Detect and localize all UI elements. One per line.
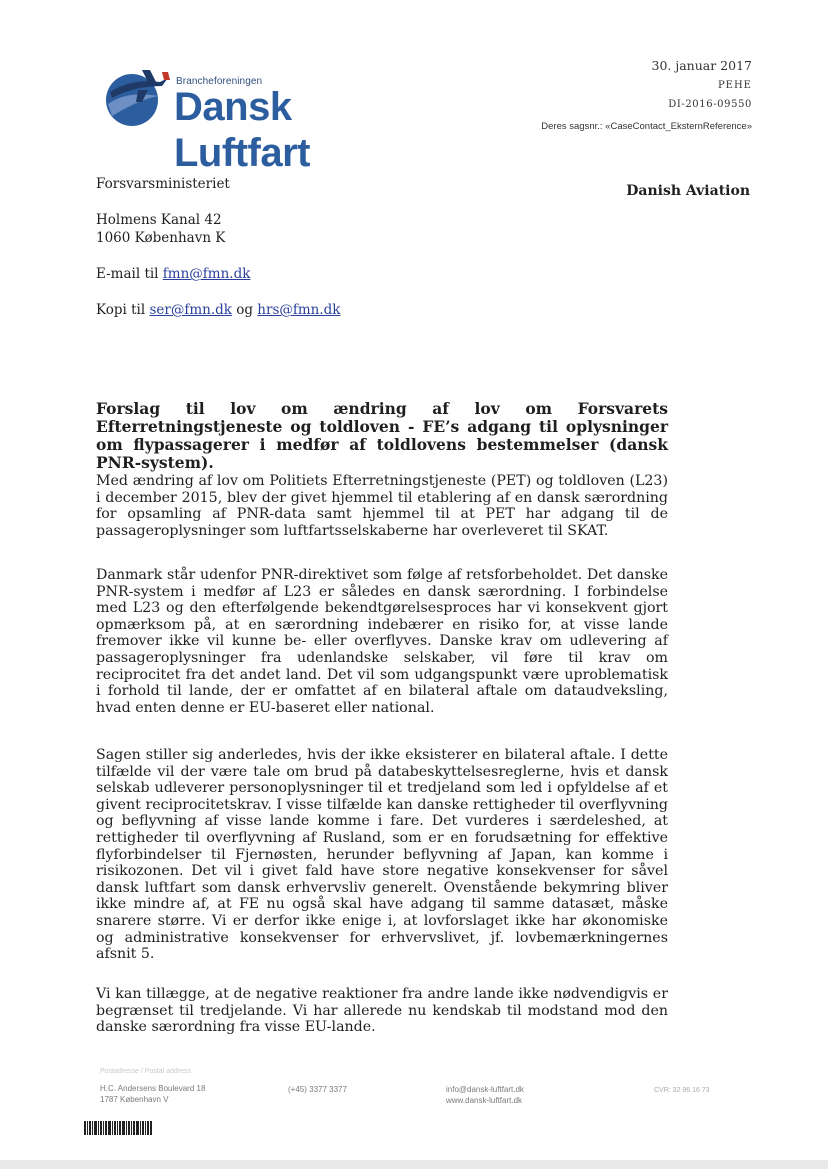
recipient-city: 1060 København K xyxy=(96,230,226,246)
footer-address xyxy=(100,1084,205,1105)
letter-date: 30. januar 2017 xyxy=(651,58,752,73)
recipient-street: Holmens Kanal 42 xyxy=(96,212,222,228)
footer-address-line: 1787 København V xyxy=(100,1094,169,1104)
email-line xyxy=(96,265,250,283)
footer-cvr: CVR: 32 96 16 73 xyxy=(654,1087,710,1094)
body-paragraph: Danmark står udenfor PNR-direktivet som følge af retsforbeholdet. Det danske PNR-system i medfør af L23 er således en dansk særordning. I forbindelse med L23 og den efterfølgende bekendtgørelsesproces har vi konsekvent gjort opmærksom på, at en særordning indebærer en risiko for, at visse lande fremover ikke vil kunne be- eller overflyves. Danske krav om udlevering af passageroplysninger fra udenlandske selskaber, vil føre til krav om reciprocitet fra det andet land. Det vil som udgangspunkt være uproblematisk i forhold til lande, der er omfattet af en bilateral aftale om dataudveksling, hvad enten denne er EU-baseret eller national. xyxy=(96,567,668,716)
footer-phone: (+45) 3377 3377 xyxy=(288,1085,347,1094)
barcode-icon xyxy=(84,1121,152,1135)
copy-email-link-2[interactable]: hrs@fmn.dk xyxy=(257,302,341,318)
body-paragraph: Vi kan tillægge, at de negative reaktioner fra andre lande ikke nødvendigvis er begrænset til tredjelande. Vi har allerede nu kendskab til modstand mod den danske særordning fra visse EU-lande. xyxy=(96,986,668,1036)
footer-address-line: H.C. Andersens Boulevard 18 xyxy=(100,1084,206,1093)
letter-subject: Forslag til lov om ændring af lov om Forsvarets Efterretningstjeneste og toldloven - FE’s adgang til oplysninger om flypassagerer i medfør af toldlovens bestemmelser (dansk PNR-system). xyxy=(96,399,668,472)
footer-email: info@dansk-luftfart.dk xyxy=(446,1085,524,1094)
email-prefix: E-mail til xyxy=(96,266,163,282)
case-number: Deres sagsnr.: «CaseContact_EksternReference» xyxy=(541,121,752,132)
sender-name: Danish Aviation xyxy=(626,183,750,199)
author-initials: PEHE xyxy=(717,80,752,91)
dansk-luftfart-logo xyxy=(98,60,438,175)
copy-prefix: Kopi til xyxy=(96,302,150,318)
copy-and: og xyxy=(231,302,258,318)
page-bottom-edge xyxy=(0,1160,828,1169)
footer-website: www.dansk-luftfart.dk xyxy=(446,1095,523,1105)
reference-number: DI-2016-09550 xyxy=(668,99,752,110)
logo-small-text: Brancheforeningen xyxy=(176,76,263,87)
footer-contact xyxy=(446,1085,524,1106)
airplane-globe-icon xyxy=(98,60,178,130)
email-link[interactable]: fmn@fmn.dk xyxy=(162,266,251,282)
copy-line xyxy=(96,301,340,319)
body-paragraph: Med ændring af lov om Politiets Efterretningstjeneste (PET) og toldloven (L23) i december 2015, blev der givet hjemmel til etablering af en dansk særordning for opsamling af PNR-data samt hjemmel til at PET har adgang til de passageroplysninger som luftfartsselskaberne har overleveret til SKAT. xyxy=(96,473,668,539)
logo-wordmark: Dansk Luftfart xyxy=(174,85,310,175)
copy-email-link-1[interactable]: ser@fmn.dk xyxy=(149,302,232,318)
footer-label: Postadresse / Postal address xyxy=(100,1068,192,1075)
recipient-name: Forsvarsministeriet xyxy=(96,176,230,192)
body-paragraph: Sagen stiller sig anderledes, hvis der ikke eksisterer en bilateral aftale. I dette tilfælde vil der være tale om brud på databeskyttelsesreglerne, hvis et dansk selskab udleverer personoplysninger til et tredjeland som led i opfyldelse af et givent reciprocitetskrav. I visse tilfælde kan danske rettigheder til overflyvning og beflyvning af visse lande komme i fare. Det vurderes i særdeleshed, at rettigheder til overflyvning af Rusland, som er en forudsætning for effektive flyforbindelser til Fjernøsten, herunder beflyvning af Japan, kan komme i risikozonen. Det vil i givet fald have store negative konsekvenser for såvel dansk luftfart som dansk erhvervsliv generelt. Ovenstående bekymring bliver ikke mindre af, at FE nu også skal have adgang til samme datasæt, måske snarere større. Vi er derfor ikke enige i, at lovforslaget ikke har økonomiske og administrative konsekvenser for erhvervslivet, jf. lovbemærkningernes afsnit 5. xyxy=(96,747,668,963)
